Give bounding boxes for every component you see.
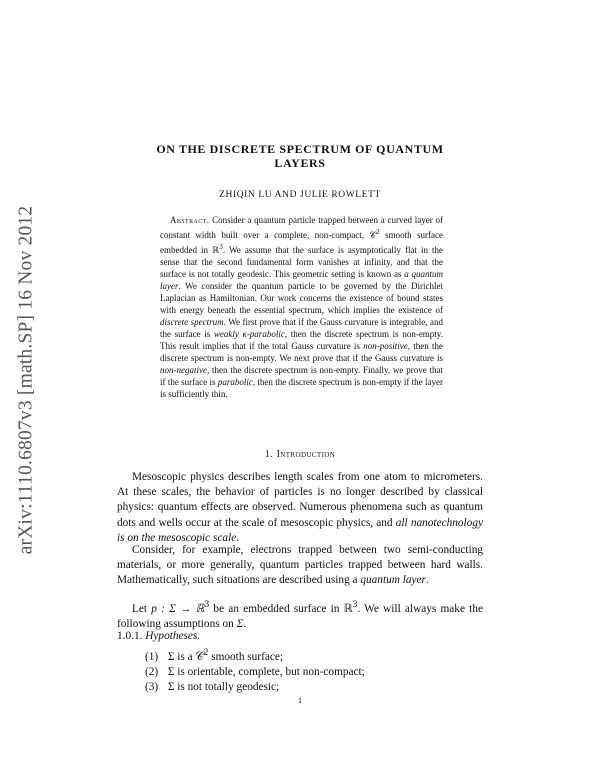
- abstract-text-7: , then the discrete spectrum is non-empty. We next prove that if the Gauss curvature is: [160, 341, 443, 363]
- abstract-em-parabolic: parabolic: [217, 377, 253, 387]
- p3-f: .: [243, 617, 247, 630]
- p3-sigma: Σ: [236, 617, 244, 630]
- hypothesis-number: (3): [145, 681, 159, 694]
- hypothesis-number: (1): [145, 650, 159, 663]
- intro-paragraph-1: [117, 470, 483, 546]
- abstract-em-non-negative: non-negative: [160, 365, 207, 375]
- p2-end: .: [425, 574, 429, 587]
- p1-text: Mesoscopic physics describes length scales from one atom to micrometers. At these scales, the behavior of particles is no longer described by classical physics: quantum effects are observed. Numerous phenomena such as quantum dots and wells occur at the scale of mesoscopic physics, and: [117, 471, 483, 529]
- abstract: [160, 214, 443, 400]
- p2-text: Consider, for example, electrons trapped between two semi-conducting materials, or more generally, quantum particles trapped between hard walls. Mathematically, such situations are described using a: [117, 544, 483, 587]
- subsection-title: Hypotheses.: [145, 630, 201, 642]
- abstract-text-4: . We consider the quantum particle to be governed by the Dirichlet Laplacian as Hamiltonian. Our work concerns the existence of bound states with energy beneath the essential spectrum, which implies the existence of: [160, 281, 443, 315]
- section-title: Introduction: [276, 449, 336, 460]
- intro-paragraph-2: [117, 543, 483, 589]
- abstract-text-5: . We first prove that if the Gauss curvature is integrable, and the surface is: [160, 317, 443, 339]
- abstract-text-9: , then the discrete spectrum is non-empty if the layer is sufficiently thin.: [160, 377, 443, 399]
- arxiv-sidebar-stamp: [6, 182, 46, 578]
- hypotheses-list: [145, 646, 475, 695]
- hypothesis-item: [145, 646, 475, 665]
- section-heading: [140, 449, 460, 460]
- hypothesis-item: [145, 665, 475, 680]
- hypothesis-text: Σ is not totally geodesic;: [167, 681, 280, 694]
- hypothesis-item: [145, 680, 475, 695]
- p1-end: .: [236, 531, 240, 544]
- abstract-em-weakly-parabolic: weakly κ-parabolic: [213, 329, 285, 339]
- abstract-em-discrete-spectrum: discrete spectrum: [160, 317, 224, 327]
- abstract-em-non-positive: non-positive: [363, 341, 408, 351]
- p3-sup-2: 3: [352, 600, 358, 610]
- hypothesis-sup: 2: [203, 648, 209, 658]
- abstract-sup-1: 2: [375, 227, 380, 236]
- section-number: 1.: [264, 449, 274, 460]
- p3-map: p : Σ → ℝ: [151, 602, 205, 615]
- subsection-number: 1.0.1.: [117, 630, 143, 642]
- arxiv-identifier: arXiv:1110.6807v3 [math.SP] 16 Nov 2012: [15, 205, 37, 555]
- p3-a: Let: [132, 602, 152, 615]
- abstract-sup-2: 3: [219, 242, 223, 251]
- subsection-heading: [117, 630, 483, 642]
- abstract-text-6: , then the discrete spectrum is non-empty. This result implies that if the total Gauss curvature is: [160, 329, 443, 351]
- abstract-label: Abstract.: [170, 215, 210, 225]
- p3-c: be an embedded surface in ℝ: [209, 602, 353, 615]
- p2-emphasis: quantum layer: [360, 574, 426, 587]
- abstract-text-3: . We assume that the surface is asymptotically flat in the sense that the second fundamental form vanishes at infinity, and that the surface is not totally geodesic. This geometric setting is known as: [160, 245, 443, 279]
- abstract-text-8: , then the discrete spectrum is non-empty. Finally, we prove that if the surface is: [160, 365, 443, 387]
- paper-authors: ZHIQIN LU AND JULIE ROWLETT: [219, 190, 381, 200]
- paper-title: ON THE DISCRETE SPECTRUM OF QUANTUM LAYERS: [156, 142, 444, 170]
- abstract-text-2: smooth surface embedded in ℝ: [160, 230, 444, 255]
- intro-paragraph-3: [117, 598, 483, 632]
- hypothesis-text: Σ is orientable, complete, but non-compact;: [167, 665, 365, 678]
- p3-sup: 3: [204, 600, 210, 610]
- abstract-text-1: Consider a quantum particle trapped between a curved layer of constant width built over a complete, non-compact, 𝒞: [160, 215, 444, 240]
- hypothesis-text-end: smooth surface;: [208, 650, 284, 663]
- p1-emphasis: all nanotechnology is on the mesoscopic scale: [117, 516, 483, 544]
- hypothesis-number: (2): [145, 665, 159, 678]
- p3-d: . We will always make the following assumptions on: [117, 602, 483, 630]
- abstract-em-quantum-layer: a quantum layer: [160, 269, 443, 291]
- page-number: 1: [298, 696, 302, 705]
- hypothesis-text: Σ is a 𝒞: [167, 650, 204, 663]
